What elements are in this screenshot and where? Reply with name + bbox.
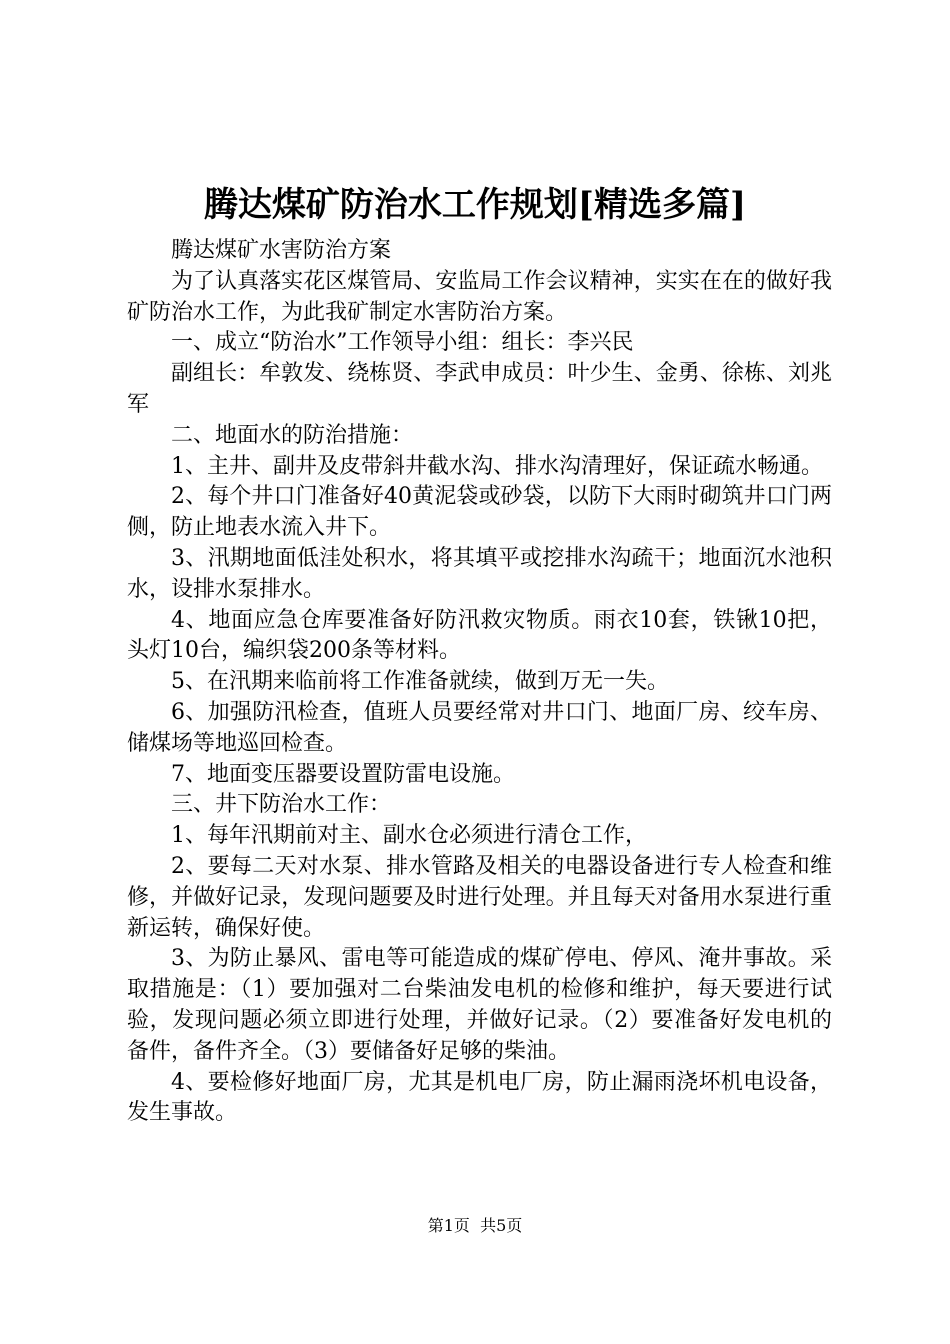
paragraph: 6、加强防汛检查，值班人员要经常对井口门、地面厂房、绞车房、储煤场等地巡回检查。 xyxy=(127,699,832,756)
paragraph: 副组长：牟敦发、绕栋贤、李武申成员：叶少生、金勇、徐栋、刘兆军 xyxy=(127,361,832,417)
page-total: 共5页 xyxy=(480,1216,523,1235)
paragraph: 3、为防止暴风、雷电等可能造成的煤矿停电、停风、淹井事故。采取措施是：（1）要加强对二台柴油发电机的检修和维护，每天要进行试验，发现问题必须立即进行处理，并做好记录。（2）要准备好发电机的备件，备件齐全。（3）要储备好足够的柴油。 xyxy=(127,946,832,1064)
paragraph: 1、主井、副井及皮带斜井截水沟、排水沟清理好，保证疏水畅通。 xyxy=(171,453,823,479)
paragraph: 3、汛期地面低洼处积水，将其填平或挖排水沟疏干；地面沉水池积水，设排水泵排水。 xyxy=(127,545,832,602)
paragraph: 2、每个井口门准备好40黄泥袋或砂袋，以防下大雨时砌筑井口门两侧，防止地表水流入井下。 xyxy=(127,484,832,541)
paragraph: 4、地面应急仓库要准备好防汛救灾物质。雨衣10套，铁锹10把，头灯10台，编织袋200条等材料。 xyxy=(127,607,832,664)
paragraph: 1、每年汛期前对主、副水仓必须进行清仓工作， xyxy=(171,823,647,849)
paragraph: 7、地面变压器要设置防雷电设施。 xyxy=(171,761,515,787)
paragraph: 一、成立“防治水”工作领导小组：组长：李兴民 xyxy=(171,330,634,356)
paragraph: 5、在汛期来临前将工作准备就续，做到万无一失。 xyxy=(171,669,669,695)
document-title: 腾达煤矿防治水工作规划[精选多篇] xyxy=(203,185,747,225)
page-number: 第1页 xyxy=(427,1216,470,1235)
page-footer xyxy=(0,1214,950,1238)
paragraph: 二、地面水的防治措施： xyxy=(171,422,414,448)
paragraph: 2、要每二天对水泵、排水管路及相关的电器设备进行专人检查和维修，并做好记录，发现问题要及时进行处理。并且每天对备用水泵进行重新运转，确保好使。 xyxy=(127,853,832,941)
paragraph: 腾达煤矿水害防治方案 xyxy=(171,238,392,263)
document-body xyxy=(127,236,832,1129)
paragraph: 三、井下防治水工作： xyxy=(171,792,392,818)
paragraph: 4、要检修好地面厂房，尤其是机电厂房，防止漏雨浇坏机电设备，发生事故。 xyxy=(127,1069,832,1126)
paragraph: 为了认真落实花区煤管局、安监局工作会议精神，实实在在的做好我矿防治水工作，为此我矿制定水害防治方案。 xyxy=(127,268,832,325)
